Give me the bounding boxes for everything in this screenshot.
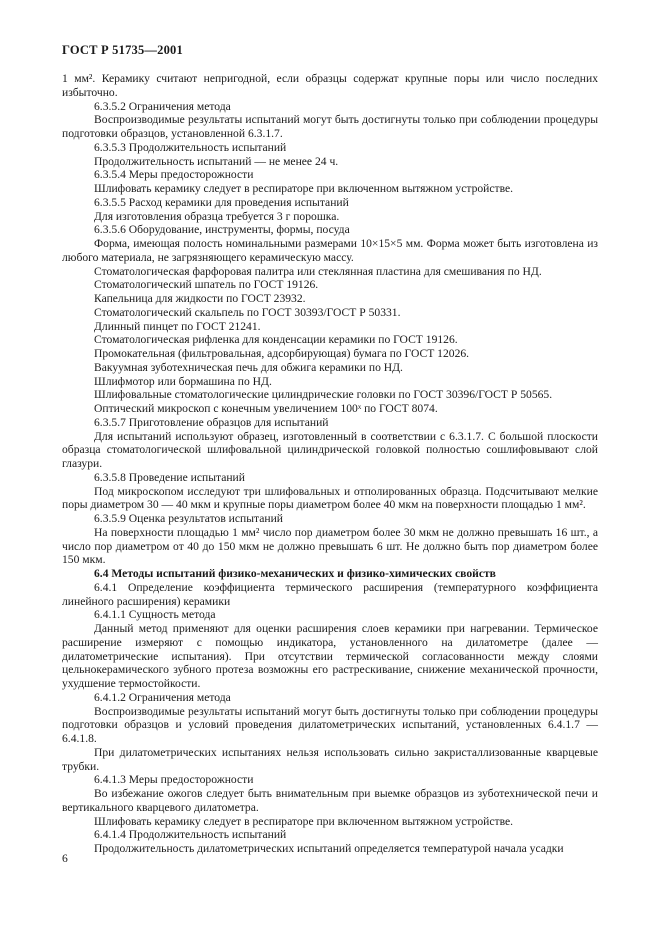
- paragraph: 6.3.5.4 Меры предосторожности: [94, 168, 254, 182]
- paragraph: Воспроизводимые результаты испытаний могут быть достигнуты только при соблюдении процедуры подготовки образцов, установленной 6.3.1.7.: [62, 113, 598, 140]
- paragraph: Шлифмотор или бормашина по НД.: [94, 374, 272, 388]
- paragraph: 6.3.5.5 Расход керамики для проведения испытаний: [94, 195, 349, 209]
- paragraph: Стоматологическая фарфоровая палитра или стеклянная пластина для смешивания по НД.: [94, 264, 542, 278]
- paragraph: 6.4 Методы испытаний физико-механических и физико-химических свойств: [94, 567, 496, 580]
- paragraph: Во избежание ожогов следует быть внимательным при выемке образцов из зуботехнической печи и вертикального кварцевого дилатометра.: [62, 787, 598, 814]
- document-header: ГОСТ Р 51735—2001: [62, 43, 183, 57]
- paragraph: Под микроскопом исследуют три шлифовальных и отполированных образца. Подсчитывают мелкие поры диаметром 30 — 40 мкм и крупные поры диаметром более 40 мкм на поверхности площадью 1 мм².: [62, 484, 598, 512]
- paragraph: Форма, имеющая полость номинальными размерами 10×15×5 мм. Форма может быть изготовлена из любого материала, не загрязняющего керамическую массу.: [62, 237, 598, 264]
- paragraph: 6.4.1.3 Меры предосторожности: [94, 773, 254, 787]
- paragraph: 6.3.5.7 Приготовление образцов для испытаний: [94, 415, 329, 429]
- paragraph: Оптический микроскоп с конечным увеличением 100ˣ по ГОСТ 8074.: [94, 402, 438, 415]
- paragraph: На поверхности площадью 1 мм² число пор диаметром более 30 мкм не должно превышать 16 шт., а число пор диаметром от 40 до 150 мкм не должно превышать 6 шт. Не должно быть пор диаметром более 150 мкм.: [62, 525, 598, 567]
- paragraph: 6.3.5.9 Оценка результатов испытаний: [94, 512, 283, 525]
- body-text: [62, 72, 598, 856]
- paragraph: 6.4.1 Определение коэффициента термического расширения (температурного коэффициента линейного расширения) керамики: [62, 580, 598, 608]
- paragraph: 6.4.1.1 Сущность метода: [94, 608, 216, 622]
- paragraph: При дилатометрических испытаниях нельзя использовать сильно закристаллизованные кварцевые трубки.: [62, 745, 598, 773]
- paragraph: Стоматологическая рифленка для конденсации керамики по ГОСТ 19126.: [94, 333, 458, 347]
- paragraph: Шлифовальные стоматологические цилиндрические головки по ГОСТ 30396/ГОСТ Р 50565.: [94, 388, 553, 402]
- paragraph: Капельница для жидкости по ГОСТ 23932.: [94, 292, 306, 305]
- page-number: 6: [62, 852, 68, 865]
- paragraph: Шлифовать керамику следует в респираторе при включенном вытяжном устройстве.: [94, 814, 514, 828]
- paragraph: Продолжительность дилатометрических испытаний определяется температурой начала усадки: [94, 842, 564, 855]
- paragraph: Вакуумная зуботехническая печь для обжига керамики по НД.: [94, 360, 403, 374]
- paragraph: Шлифовать керамику следует в респираторе при включенном вытяжном устройстве.: [94, 182, 514, 195]
- paragraph: Стоматологический шпатель по ГОСТ 19126.: [94, 278, 319, 292]
- paragraph: Для изготовления образца требуется 3 г порошка.: [94, 209, 340, 223]
- paragraph: Промокательная (фильтровальная, адсорбирующая) бумага по ГОСТ 12026.: [94, 347, 470, 360]
- paragraph: Воспроизводимые результаты испытаний могут быть достигнуты только при соблюдении процедуры подготовки образцов и условий проведения дилатометрических испытаний, установленных 6.4.1.7 — 6.4.1.8.: [62, 704, 598, 745]
- paragraph: Для испытаний используют образец, изготовленный в соответствии с 6.3.1.7. С большой плоскости образца стоматологической шлифовальной цилиндрической головкой полностью сошлифовывают слой глазури.: [62, 429, 598, 470]
- paragraph: 6.3.5.3 Продолжительность испытаний: [94, 140, 287, 154]
- paragraph: 6.3.5.8 Проведение испытаний: [94, 470, 245, 484]
- paragraph: Данный метод применяют для оценки расширения слоев керамики при нагревании. Термическое расширение измеряют с помощью индикатора, установленного на дилатометре (далее — дилатометрические испытания). При отсутствии термической согласованности между слоями цельнокерамического зубного протеза возможны его растрескивание, снижение механической прочности, ухудшение термостойкости.: [62, 622, 598, 690]
- paragraph: Длинный пинцет по ГОСТ 21241.: [94, 319, 261, 333]
- paragraph: 1 мм². Керамику считают непригодной, если образцы содержат крупные поры или число последних избыточно.: [62, 72, 598, 99]
- paragraph: Стоматологический скальпель по ГОСТ 30393/ГОСТ Р 50331.: [94, 305, 401, 319]
- paragraph: Продолжительность испытаний — не менее 24 ч.: [94, 154, 339, 168]
- paragraph: 6.3.5.2 Ограничения метода: [94, 99, 231, 113]
- paragraph: 6.4.1.4 Продолжительность испытаний: [94, 828, 287, 842]
- paragraph: 6.3.5.6 Оборудование, инструменты, формы, посуда: [94, 223, 350, 237]
- paragraph: 6.4.1.2 Ограничения метода: [94, 690, 231, 704]
